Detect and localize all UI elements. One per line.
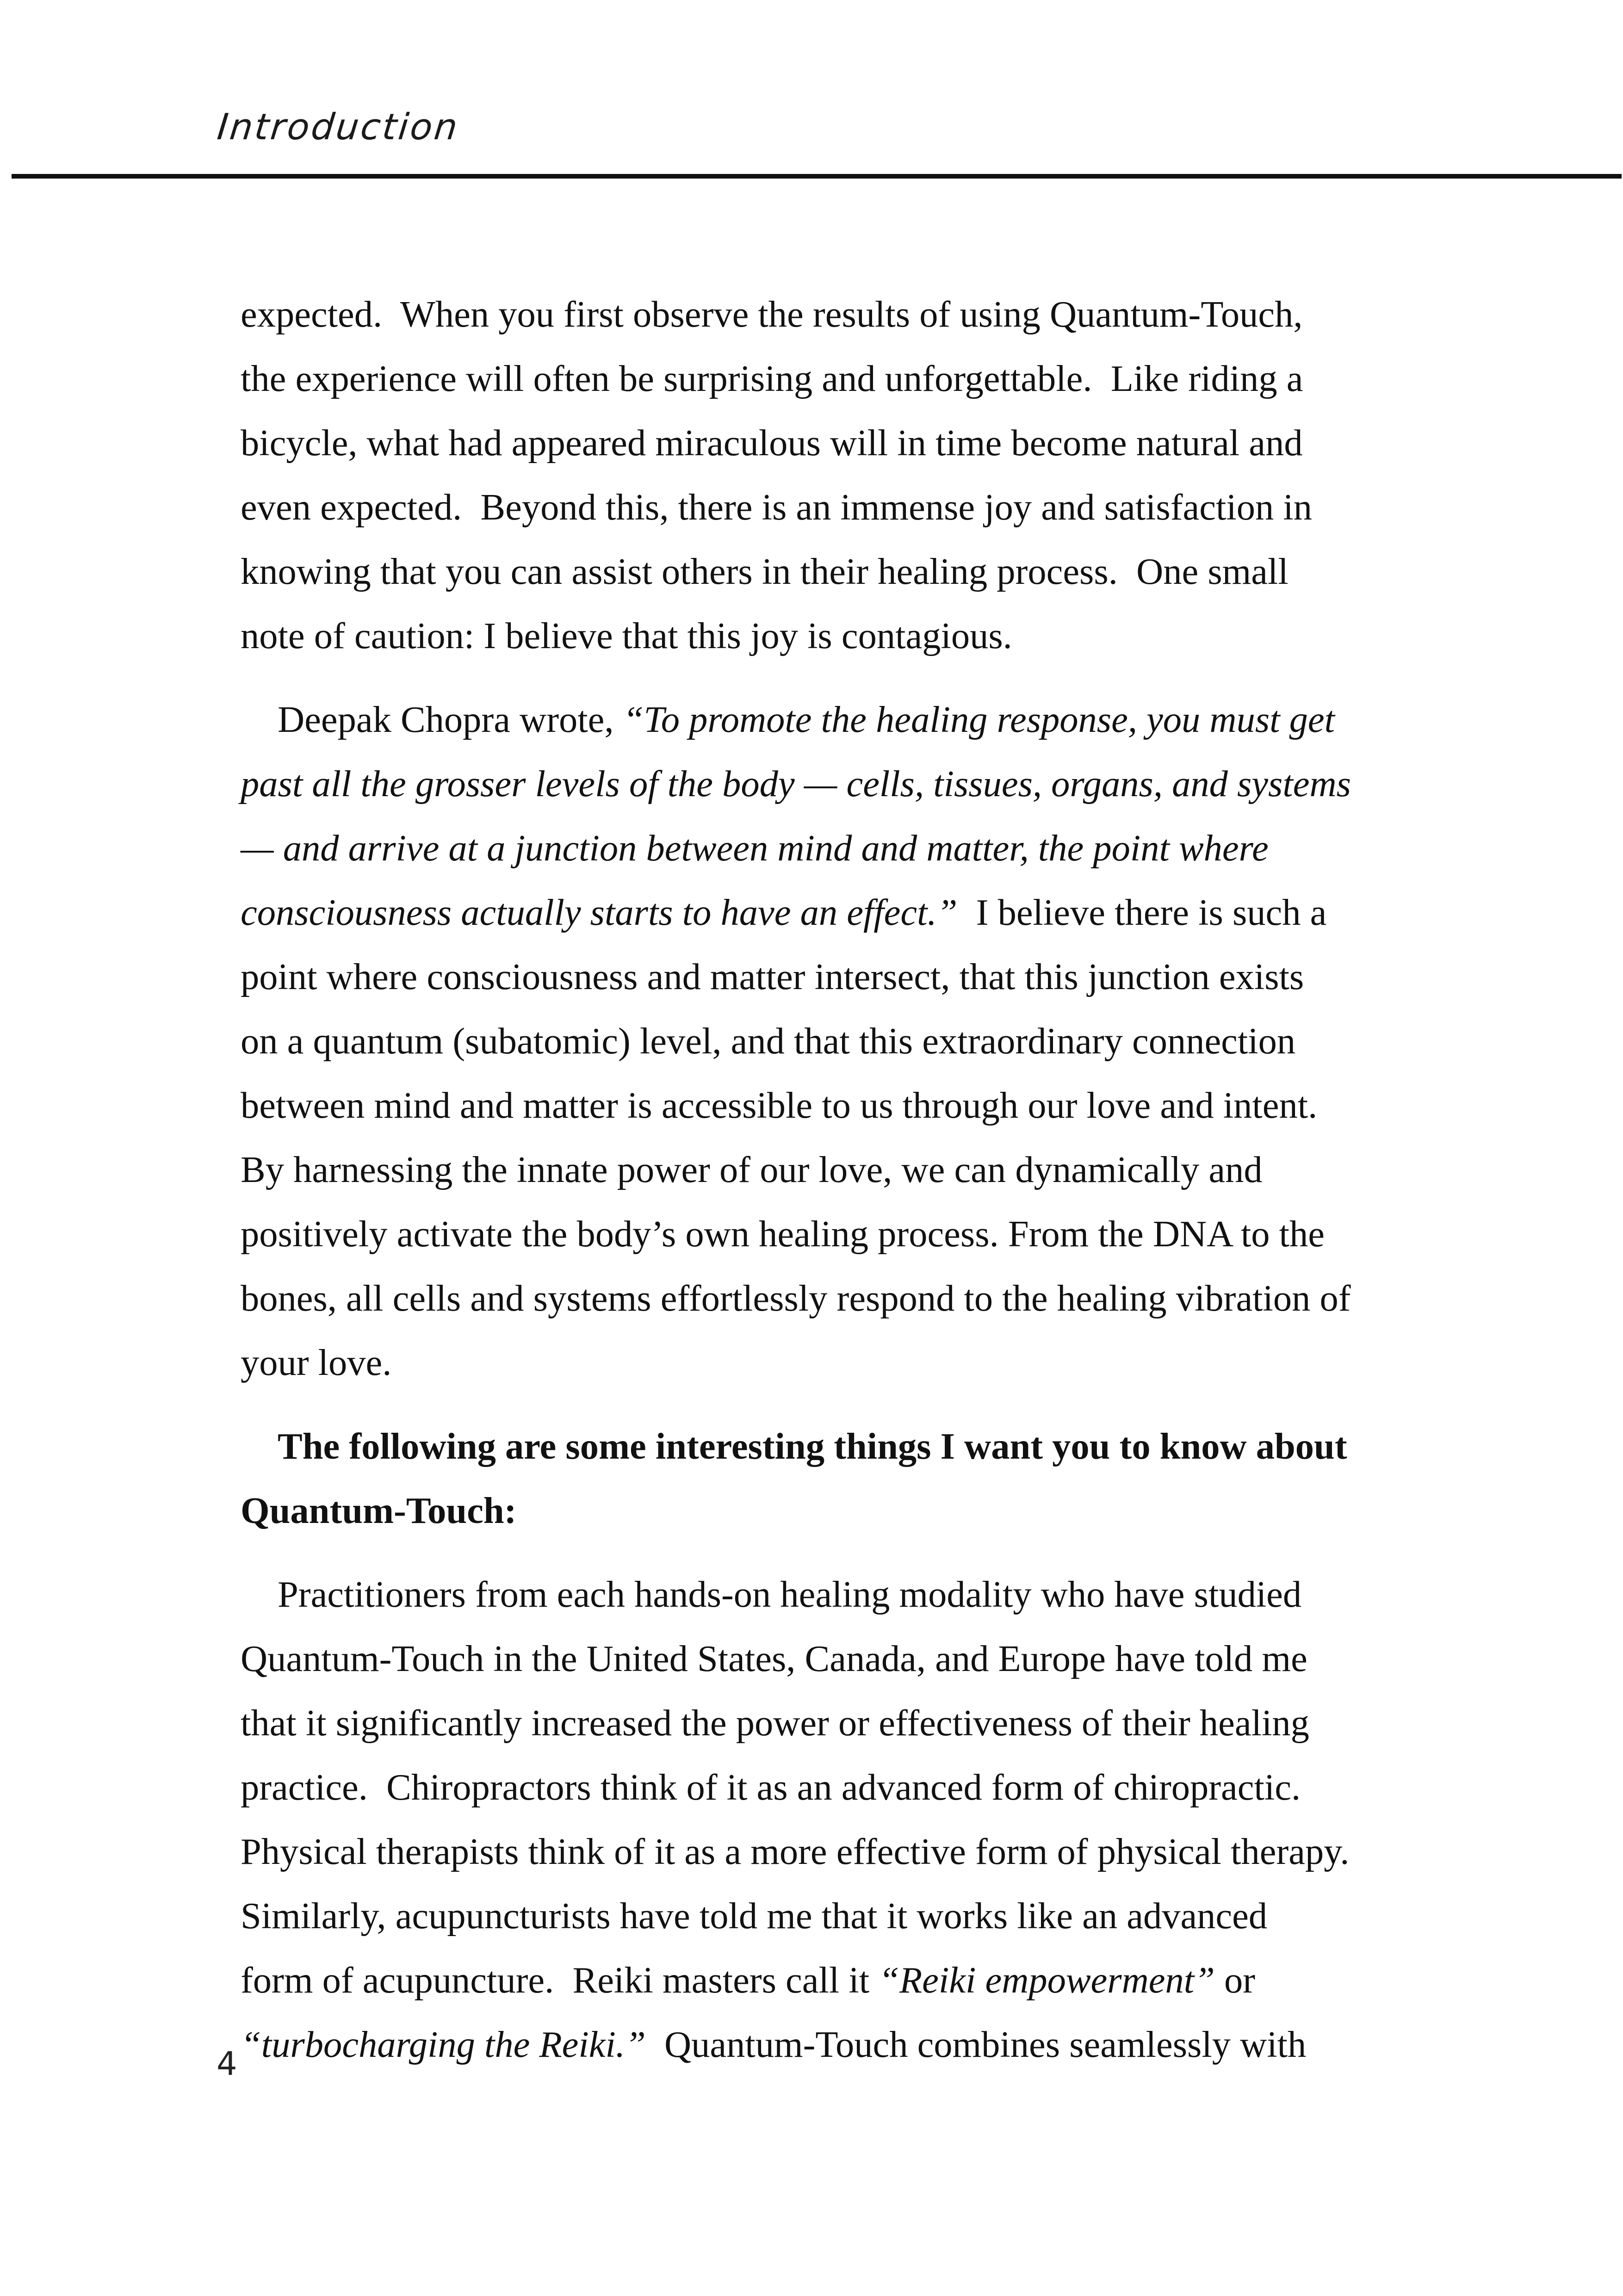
- text-line: Physical therapists think of it as a more effective form of physical therapy.: [241, 1831, 1350, 1872]
- chopra-quote-end: consciousness actually starts to have an effect.”: [241, 892, 958, 933]
- quote-lead: Deepak Chopra wrote,: [278, 699, 623, 740]
- heading-line: The following are some interesting things I want you to know about: [278, 1426, 1347, 1467]
- text-line: Similarly, acupuncturists have told me that it works like an advanced: [241, 1895, 1268, 1937]
- reiki-quote: “turbocharging the Reiki.”: [241, 2024, 646, 2065]
- text-line: expected. When you first observe the results of using Quantum-Touch,: [241, 294, 1303, 335]
- text-line: practice. Chiropractors think of it as an advanced form of chiropractic.: [241, 1767, 1301, 1808]
- text-line: Practitioners from each hands-on healing modality who have studied: [278, 1574, 1302, 1615]
- reiki-quote: “Reiki empowerment”: [879, 1960, 1215, 2001]
- body-text: [241, 282, 1462, 2077]
- paragraph-1: [241, 282, 1462, 668]
- chopra-quote-line: — and arrive at a junction between mind and matter, the point where: [241, 828, 1269, 869]
- running-head: Introduction: [215, 106, 461, 148]
- page-number: 4: [217, 2045, 237, 2083]
- text-line: Quantum-Touch in the United States, Canada, and Europe have told me: [241, 1638, 1307, 1679]
- chopra-quote: “To promote the healing response, you must get: [623, 699, 1335, 740]
- text-line: [241, 687, 1462, 752]
- text-line: [241, 1948, 1462, 2012]
- text-line: that it significantly increased the power or effectiveness of their healing: [241, 1702, 1309, 1744]
- text-line: note of caution: I believe that this joy is contagious.: [241, 615, 1012, 656]
- text-line: bicycle, what had appeared miraculous will in time become natural and: [241, 422, 1303, 464]
- text-line: By harnessing the innate power of our love, we can dynamically and: [241, 1149, 1263, 1190]
- text-line: positively activate the body’s own healing process. From the DNA to the: [241, 1213, 1325, 1255]
- text-line: your love.: [241, 1342, 392, 1383]
- text-line: the experience will often be surprising and unforgettable. Like riding a: [241, 358, 1303, 399]
- heading-line: Quantum-Touch:: [241, 1490, 517, 1531]
- text-line: point where consciousness and matter intersect, that this junction exists: [241, 956, 1304, 997]
- text-line: knowing that you can assist others in their healing process. One small: [241, 551, 1288, 592]
- text-line: bones, all cells and systems effortlessly respond to the healing vibration of: [241, 1278, 1351, 1319]
- section-heading: [241, 1414, 1462, 1543]
- text-line: on a quantum (subatomic) level, and that this extraordinary connection: [241, 1021, 1296, 1062]
- text-line: even expected. Beyond this, there is an immense joy and satisfaction in: [241, 487, 1312, 528]
- text-line: [241, 880, 1462, 945]
- header-rule: [12, 174, 1622, 179]
- text-segment: or: [1214, 1960, 1256, 2001]
- chopra-quote-line: past all the grosser levels of the body — cells, tissues, organs, and systems: [241, 763, 1351, 805]
- paragraph-3: [241, 1562, 1462, 2077]
- text-segment: I believe there is such a: [957, 892, 1327, 933]
- text-line: [241, 2012, 1462, 2077]
- text-line: between mind and matter is accessible to us through our love and intent.: [241, 1085, 1318, 1126]
- text-segment: Quantum-Touch combines seamlessly with: [645, 2024, 1307, 2065]
- text-segment: form of acupuncture. Reiki masters call it: [241, 1960, 879, 2001]
- paragraph-2: [241, 687, 1462, 1395]
